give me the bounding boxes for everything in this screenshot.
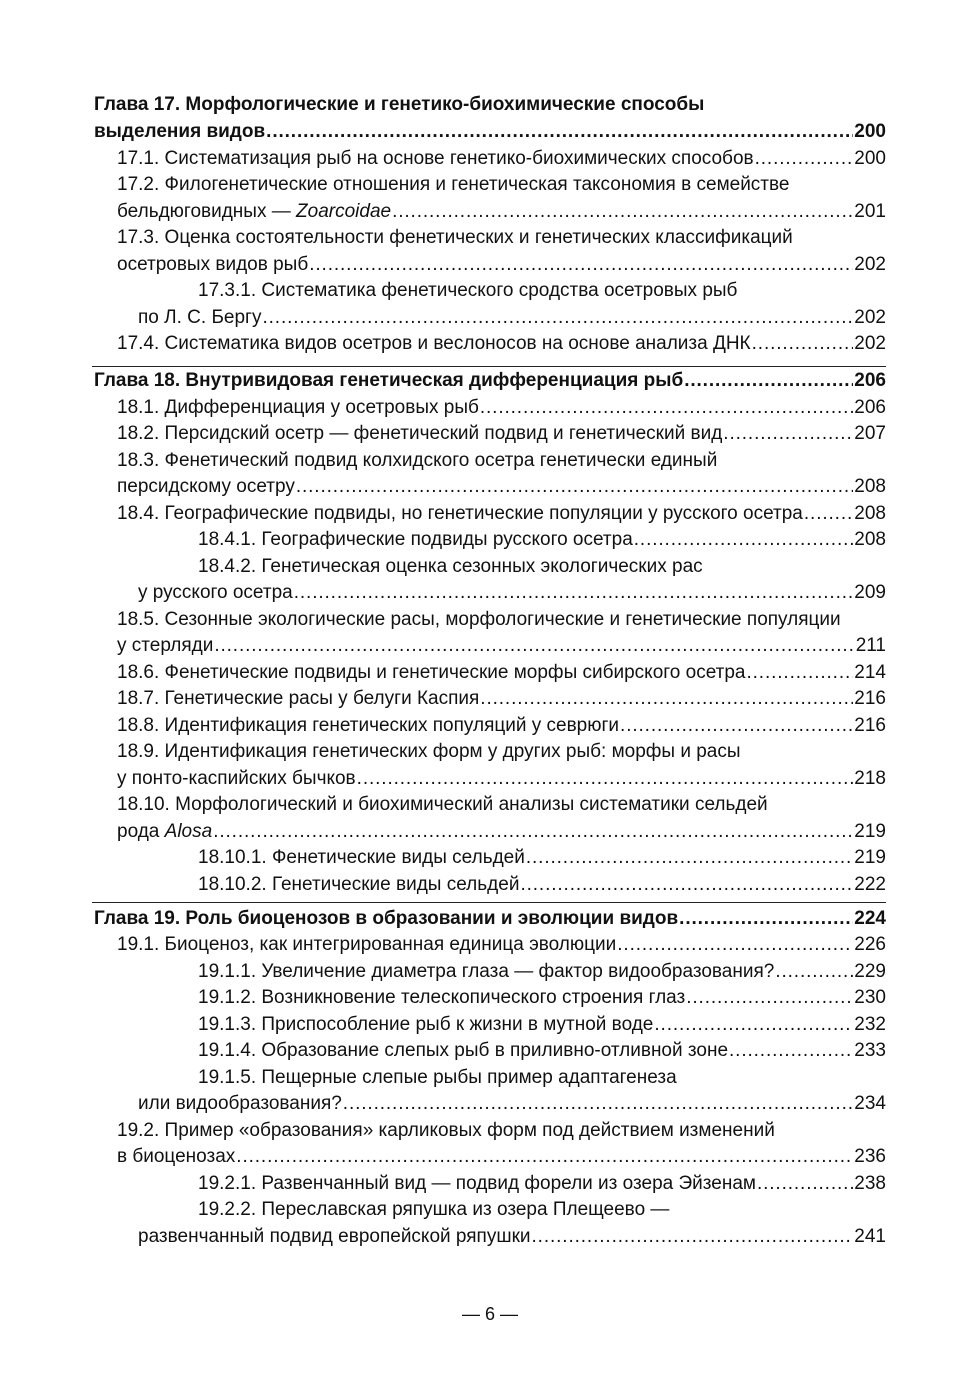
toc-entry-title: 19.1.4. Образование слепых рыб в приливно-отливной зоне	[198, 1040, 729, 1061]
toc-entry-line[interactable]	[117, 474, 886, 500]
dot-leader	[294, 580, 854, 606]
dot-leader	[679, 906, 853, 932]
toc-page-number: 200	[854, 121, 886, 142]
toc-entry-title: 18.6. Фенетические подвиды и генетические морфы сибирского осетра	[117, 662, 746, 683]
dot-leader	[654, 1012, 853, 1038]
toc-page-number: 233	[854, 1040, 886, 1061]
toc-entry-line[interactable]	[117, 713, 886, 739]
dot-leader	[729, 1038, 853, 1064]
toc-entry-title: 19.1.1. Увеличение диаметра глаза — фактор видообразования?	[198, 961, 775, 982]
toc-entry-line[interactable]	[138, 580, 886, 606]
toc-entry-line[interactable]	[117, 172, 789, 198]
toc-entry-title: 18.10.2. Генетические виды сельдей	[198, 874, 520, 895]
toc-entry-line[interactable]	[117, 501, 886, 527]
chapter-divider	[92, 902, 886, 903]
toc-entry-line[interactable]	[198, 985, 886, 1011]
toc-entry-title: 17.3.1. Систематика фенетического сродства осетровых рыб	[198, 280, 738, 301]
dot-leader	[746, 660, 853, 686]
dot-leader	[526, 845, 853, 871]
toc-page-number: 219	[854, 847, 886, 868]
dot-leader	[392, 199, 853, 225]
dot-leader	[262, 305, 853, 331]
dot-leader	[532, 1224, 854, 1250]
toc-entry-line[interactable]	[117, 792, 768, 818]
toc-entry-title: 17.1. Систематизация рыб на основе генетико-биохимических способов	[117, 148, 754, 169]
toc-entry-line[interactable]	[198, 1197, 669, 1223]
page-number: — 6 —	[461, 1304, 518, 1324]
toc-entry-title: 19.1.5. Пещерные слепые рыбы пример адаптагенеза	[198, 1067, 677, 1088]
toc-page-number: 206	[854, 397, 886, 418]
toc-entry-title: 19.1.2. Возникновение телескопического строения глаз	[198, 987, 686, 1008]
toc-entry-title: Глава 19. Роль биоценозов в образовании и эволюции видов	[94, 908, 679, 929]
dot-leader	[357, 766, 854, 792]
toc-entry-title: у стерляди	[117, 635, 214, 656]
dot-leader	[620, 713, 853, 739]
toc-entry-line[interactable]	[117, 146, 886, 172]
toc-entry-title: в биоценозах	[117, 1146, 236, 1167]
toc-entry-line[interactable]	[117, 1144, 886, 1170]
toc-entry-line[interactable]	[138, 1091, 886, 1117]
toc-entry-line[interactable]	[198, 278, 737, 304]
dot-leader	[755, 146, 854, 172]
dot-leader	[804, 501, 853, 527]
toc-entry-line[interactable]	[117, 1118, 775, 1144]
toc-page-number: 209	[854, 582, 886, 603]
toc-page-number: 219	[854, 821, 886, 842]
toc-entry-title: развенчанный подвид европейской ряпушки	[138, 1226, 531, 1247]
toc-entry-title: у понто-каспийских бычков	[117, 768, 356, 789]
toc-entry-title: рода Alosa	[117, 821, 213, 842]
toc-page-number: 238	[854, 1173, 886, 1194]
toc-entry-title: 19.2.1. Развенчанный вид — подвид форели из озера Эйзенам	[198, 1173, 756, 1194]
toc-page-number: 232	[854, 1014, 886, 1035]
dot-leader	[757, 1171, 853, 1197]
toc-entry-line[interactable]	[117, 331, 886, 357]
toc-entry-line[interactable]	[198, 1012, 886, 1038]
toc-page-number: 202	[854, 254, 886, 275]
toc-entry-title: Глава 18. Внутривидовая генетическая дифференциация рыб	[94, 370, 684, 391]
toc-entry-line[interactable]	[198, 1171, 886, 1197]
toc-page-number: 236	[854, 1146, 886, 1167]
toc-page-number: 222	[854, 874, 886, 895]
toc-chapter-line[interactable]	[94, 906, 886, 932]
toc-entry-title: 18.10. Морфологический и биохимический анализы систематики сельдей	[117, 794, 768, 815]
toc-entry-line[interactable]	[117, 686, 886, 712]
toc-entry-line[interactable]	[117, 199, 886, 225]
toc-entry-line[interactable]	[198, 872, 886, 898]
toc-entry-title: 18.1. Дифференциация у осетровых рыб	[117, 397, 479, 418]
toc-entry-title: 18.9. Идентификация генетических форм у других рыб: морфы и расы	[117, 741, 741, 762]
toc-entry-line[interactable]	[117, 252, 886, 278]
toc-entry-line[interactable]	[198, 1038, 886, 1064]
toc-entry-line[interactable]	[117, 633, 886, 659]
toc-entry-title: по Л. С. Бергу	[138, 307, 262, 328]
toc-chapter-line[interactable]	[94, 368, 886, 394]
toc-entry-title: 18.7. Генетические расы у белуги Каспия	[117, 688, 480, 709]
dot-leader	[213, 819, 853, 845]
toc-entry-line[interactable]	[138, 1224, 886, 1250]
toc-entry-title: 18.5. Сезонные экологические расы, морфологические и генетические популяции	[117, 609, 841, 630]
toc-page-number: 208	[854, 476, 886, 497]
toc-entry-line[interactable]	[198, 1065, 677, 1091]
toc-entry-line[interactable]	[117, 607, 841, 633]
latin-name: Alosa	[164, 821, 213, 842]
dot-leader	[752, 331, 854, 357]
toc-entry-title: Глава 17. Морфологические и генетико-биохимические способы	[94, 94, 705, 115]
toc-page-number: 241	[854, 1226, 886, 1247]
toc-page-number: 224	[854, 908, 886, 929]
toc-page-number: 214	[854, 662, 886, 683]
dot-leader	[686, 985, 853, 1011]
toc-page-number: 226	[854, 934, 886, 955]
toc-entry-title: 18.3. Фенетический подвид колхидского осетра генетически единый	[117, 450, 718, 471]
toc-entry-line[interactable]	[198, 845, 886, 871]
dot-leader	[296, 474, 853, 500]
toc-entry-title: осетровых видов рыб	[117, 254, 309, 275]
dot-leader	[480, 395, 853, 421]
chapter-divider	[92, 366, 886, 367]
toc-page-number: 202	[854, 307, 886, 328]
dot-leader	[634, 527, 854, 553]
dot-leader	[684, 368, 853, 394]
toc-entry-title: или видообразования?	[138, 1093, 342, 1114]
toc-page-number: 200	[854, 148, 886, 169]
toc-page-number: 216	[854, 715, 886, 736]
toc-entry-title: 18.8. Идентификация генетических популяций у севрюги	[117, 715, 620, 736]
toc-entry-title: выделения видов	[94, 121, 266, 142]
dot-leader	[723, 421, 853, 447]
dot-leader	[214, 633, 854, 659]
toc-entry-title: 18.4.2. Генетическая оценка сезонных экологических рас	[198, 556, 703, 577]
toc-entry-line[interactable]	[117, 421, 886, 447]
dot-leader	[480, 686, 853, 712]
toc-entry-line[interactable]	[198, 554, 703, 580]
toc-entry-line[interactable]	[198, 959, 886, 985]
toc-entry-title: 18.10.1. Фенетические виды сельдей	[198, 847, 525, 868]
dot-leader	[343, 1091, 854, 1117]
toc-entry-title: 18.4. Географические подвиды, но генетические популяции у русского осетра	[117, 503, 803, 524]
toc-entry-line[interactable]	[117, 819, 886, 845]
toc-entry-line[interactable]	[117, 395, 886, 421]
toc-entry-title: 19.1.3. Приспособление рыб к жизни в мутной воде	[198, 1014, 654, 1035]
toc-entry-line[interactable]	[138, 305, 886, 331]
toc-entry-title: 17.4. Систематика видов осетров и веслоносов на основе анализа ДНК	[117, 333, 751, 354]
dot-leader	[309, 252, 853, 278]
toc-entry-title: 17.3. Оценка состоятельности фенетических и генетических классификаций	[117, 227, 793, 248]
toc-entry-title: 19.2.2. Переславская ряпушка из озера Плещеево —	[198, 1199, 670, 1220]
toc-chapter-line[interactable]	[94, 119, 886, 145]
toc-entry-title: 17.2. Филогенетические отношения и генетическая таксономия в семействе	[117, 174, 790, 195]
toc-entry-line[interactable]	[117, 739, 741, 765]
dot-leader	[617, 932, 853, 958]
toc-page-number: 208	[854, 503, 886, 524]
toc-entry-line[interactable]	[117, 448, 717, 474]
toc-entry-line[interactable]	[117, 932, 886, 958]
dot-leader	[520, 872, 853, 898]
toc-page-number: 234	[854, 1093, 886, 1114]
toc-entry-line[interactable]	[117, 660, 886, 686]
toc-page-number: 206	[854, 370, 886, 391]
dot-leader	[266, 119, 853, 145]
toc-page-number: 230	[854, 987, 886, 1008]
toc-entry-title: 19.1. Биоценоз, как интегрированная единица эволюции	[117, 934, 617, 955]
toc-page-number: 218	[854, 768, 886, 789]
toc-page-number: 207	[854, 423, 886, 444]
toc-chapter-line[interactable]	[94, 92, 704, 118]
toc-page-number: 229	[854, 961, 886, 982]
toc-entry-title: 18.2. Персидский осетр — фенетический подвид и генетический вид	[117, 423, 723, 444]
toc-entry-line[interactable]	[117, 225, 793, 251]
toc-page-number: 208	[854, 529, 886, 550]
latin-name: Zoarcoidae	[296, 201, 392, 222]
toc-entry-title: 18.4.1. Географические подвиды русского осетра	[198, 529, 633, 550]
toc-entry-title: персидскому осетру	[117, 476, 295, 497]
dot-leader	[775, 959, 853, 985]
toc-page-number: 201	[854, 201, 886, 222]
toc-page-number: 202	[854, 333, 886, 354]
toc-entry-title: бельдюговидных — Zoarcoidae	[117, 201, 392, 222]
toc-page-number: 211	[855, 635, 886, 656]
toc-entry-line[interactable]	[198, 527, 886, 553]
toc-page-number: 216	[854, 688, 886, 709]
toc-entry-title: 19.2. Пример «образования» карликовых форм под действием изменений	[117, 1120, 775, 1141]
toc-entry-line[interactable]	[117, 766, 886, 792]
dot-leader	[236, 1144, 853, 1170]
toc-entry-title: у русского осетра	[138, 582, 293, 603]
